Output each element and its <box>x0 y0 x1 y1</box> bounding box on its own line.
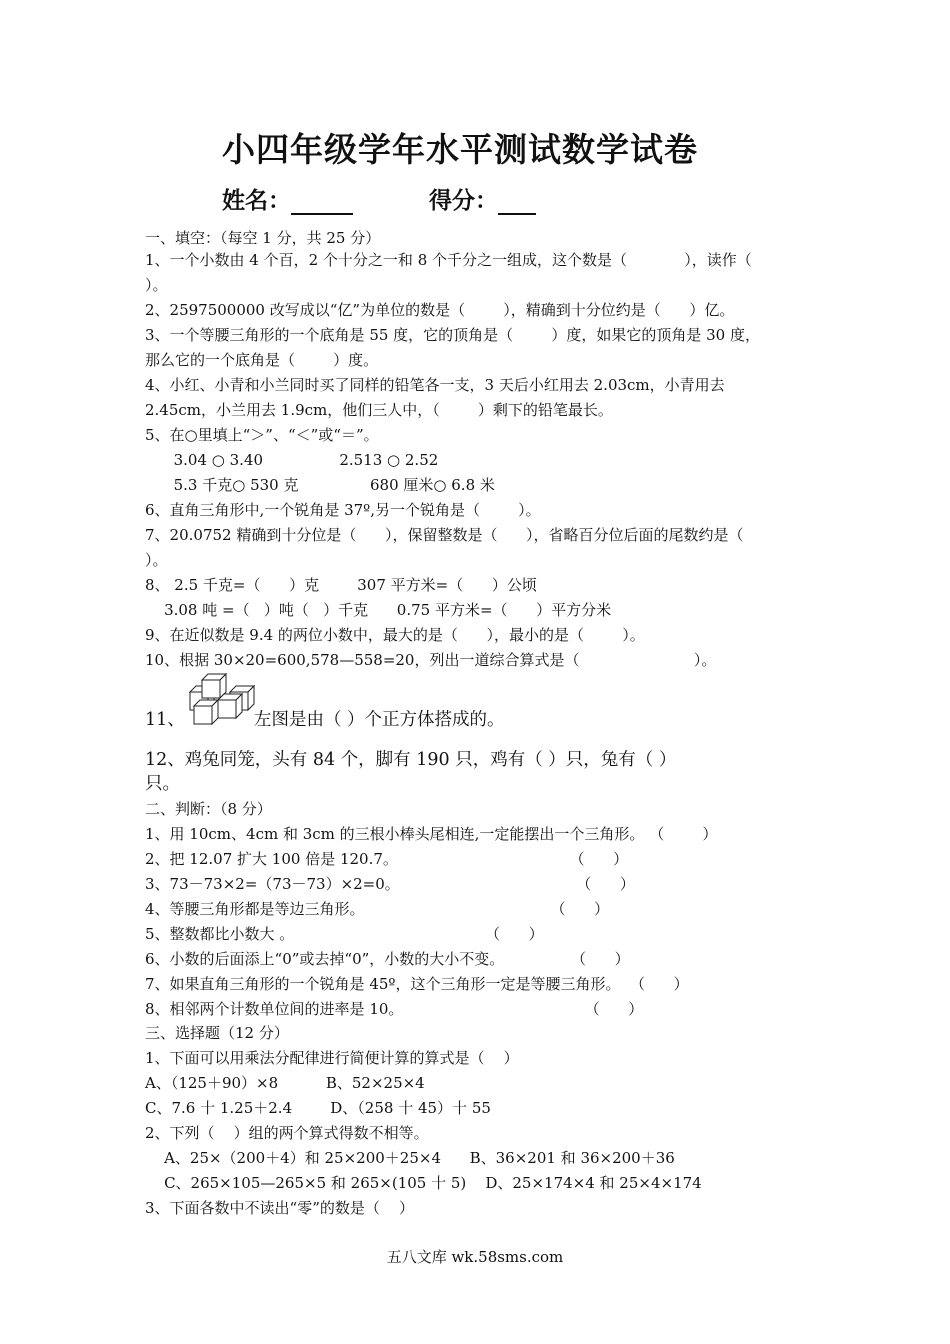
score-label: 得分： <box>429 188 498 214</box>
footer-watermark: 五八文库 wk.58sms.com <box>386 1248 564 1266</box>
page-title: 小四年级学年水平测试数学试卷 <box>222 130 698 169</box>
question-11-prefix: 11、 <box>145 710 185 730</box>
score-blank[interactable] <box>498 193 536 215</box>
line-q3b: 那么它的一个底角是（ ）度。 <box>145 351 379 369</box>
line-q5r1: 3.04 ○ 3.40 2.513 ○ 2.52 <box>145 451 439 469</box>
line-q8b: 3.08 吨 =（ ）吨（ ）千克 0.75 平方米=（ ）平方分米 <box>145 601 612 619</box>
line-q6: 6、直角三角形中,一个锐角是 37º,另一个锐角是（ ）。 <box>145 501 541 519</box>
line-c2ab: A、25×（200＋4）和 25×200＋25×4 B、36×201 和 36×200＋36 <box>145 1149 675 1167</box>
line-c1ab: A、（125＋90）×8 B、52×25×4 <box>145 1074 425 1092</box>
line-j8: 8、相邻两个计数单位间的进率是 10。 （ ） <box>145 1000 644 1018</box>
line-j6: 6、小数的后面添上“0”或去掉“0”，小数的大小不变。 （ ） <box>145 950 630 968</box>
line-q4b: 2.45cm，小兰用去 1.9cm，他们三人中，（ ）剩下的铅笔最长。 <box>145 401 613 419</box>
line-q1a: 1、一个小数由 4 个百，2 个十分之一和 8 个千分之一组成，这个数是（ ），读作（ <box>145 251 752 269</box>
line-q4a: 4、小红、小青和小兰同时买了同样的铅笔各一支，3 天后小红用去 2.03cm，小青用去 <box>145 376 725 394</box>
name-score-row <box>222 182 536 215</box>
line-j1: 1、用 10cm、4cm 和 3cm 的三根小棒头尾相连,一定能摆出一个三角形。 （ ） <box>145 825 718 843</box>
line-j7: 7、如果直角三角形的一个锐角是 45º，这个三角形一定是等腰三角形。 （ ） <box>145 975 689 993</box>
line-c2: 2、下列（ ）组的两个算式得数不相等。 <box>145 1124 429 1142</box>
line-q10: 10、根据 30×20=600,578—558=20，列出一道综合算式是（ ）。 <box>145 651 717 669</box>
line-j5: 5、整数都比小数大 。 （ ） <box>145 925 544 943</box>
line-s1_head: 一、填空：（每空 1 分，共 25 分） <box>145 229 381 247</box>
line-c1cd: C、7.6 十 1.25＋2.4 D、（258 十 45）十 55 <box>145 1099 491 1117</box>
cubes-figure <box>180 670 258 726</box>
name-blank[interactable] <box>291 193 353 215</box>
line-c2cd: C、265×105—265×5 和 265×(105 十 5) D、25×174×4 和 25×4×174 <box>145 1174 702 1192</box>
line-q9: 9、在近似数是 9.4 的两位小数中，最大的是（ ），最小的是（ ）。 <box>145 626 645 644</box>
name-label: 姓名： <box>222 188 291 214</box>
line-q5: 5、在○里填上“＞”、“＜”或“＝”。 <box>145 426 379 444</box>
line-s2_head: 二、判断：（8 分） <box>145 800 272 818</box>
line-j3: 3、73－73×2=（73－73）×2=0。 （ ） <box>145 875 635 893</box>
line-c1: 1、下面可以用乘法分配律进行简便计算的算式是（ ） <box>145 1049 519 1067</box>
question-12-line2: 只。 <box>145 774 180 794</box>
line-c3: 3、下面各数中不读出“零”的数是（ ） <box>145 1199 414 1217</box>
line-s3_head: 三、选择题（12 分） <box>145 1024 289 1042</box>
line-q7a: 7、20.0752 精确到十分位是（ ），保留整数是（ ），省略百分位后面的尾数约是（ <box>145 526 744 544</box>
line-j4: 4、等腰三角形都是等边三角形。 （ ） <box>145 900 610 918</box>
line-q3a: 3、一个等腰三角形的一个底角是 55 度，它的顶角是（ ）度，如果它的顶角是 30 度， <box>145 326 760 344</box>
line-q1b: ）。 <box>145 276 168 294</box>
line-q7b: ）。 <box>145 551 168 569</box>
line-q8a: 8、 2.5 千克=（ ）克 307 平方米=（ ）公顷 <box>145 576 537 594</box>
line-q2: 2、2597500000 改写成以“亿”为单位的数是（ ），精确到十分位约是（ ）亿。 <box>145 301 735 319</box>
question-12-line1: 12、鸡兔同笼，头有 84 个，脚有 190 只，鸡有（ ）只，兔有（ ） <box>145 750 677 770</box>
question-11-text: 左图是由（ ）个正方体搭成的。 <box>254 710 505 730</box>
line-q5r2: 5.3 千克○ 530 克 680 厘米○ 6.8 米 <box>145 476 495 494</box>
line-j2: 2、把 12.07 扩大 100 倍是 120.7。 （ ） <box>145 850 629 868</box>
